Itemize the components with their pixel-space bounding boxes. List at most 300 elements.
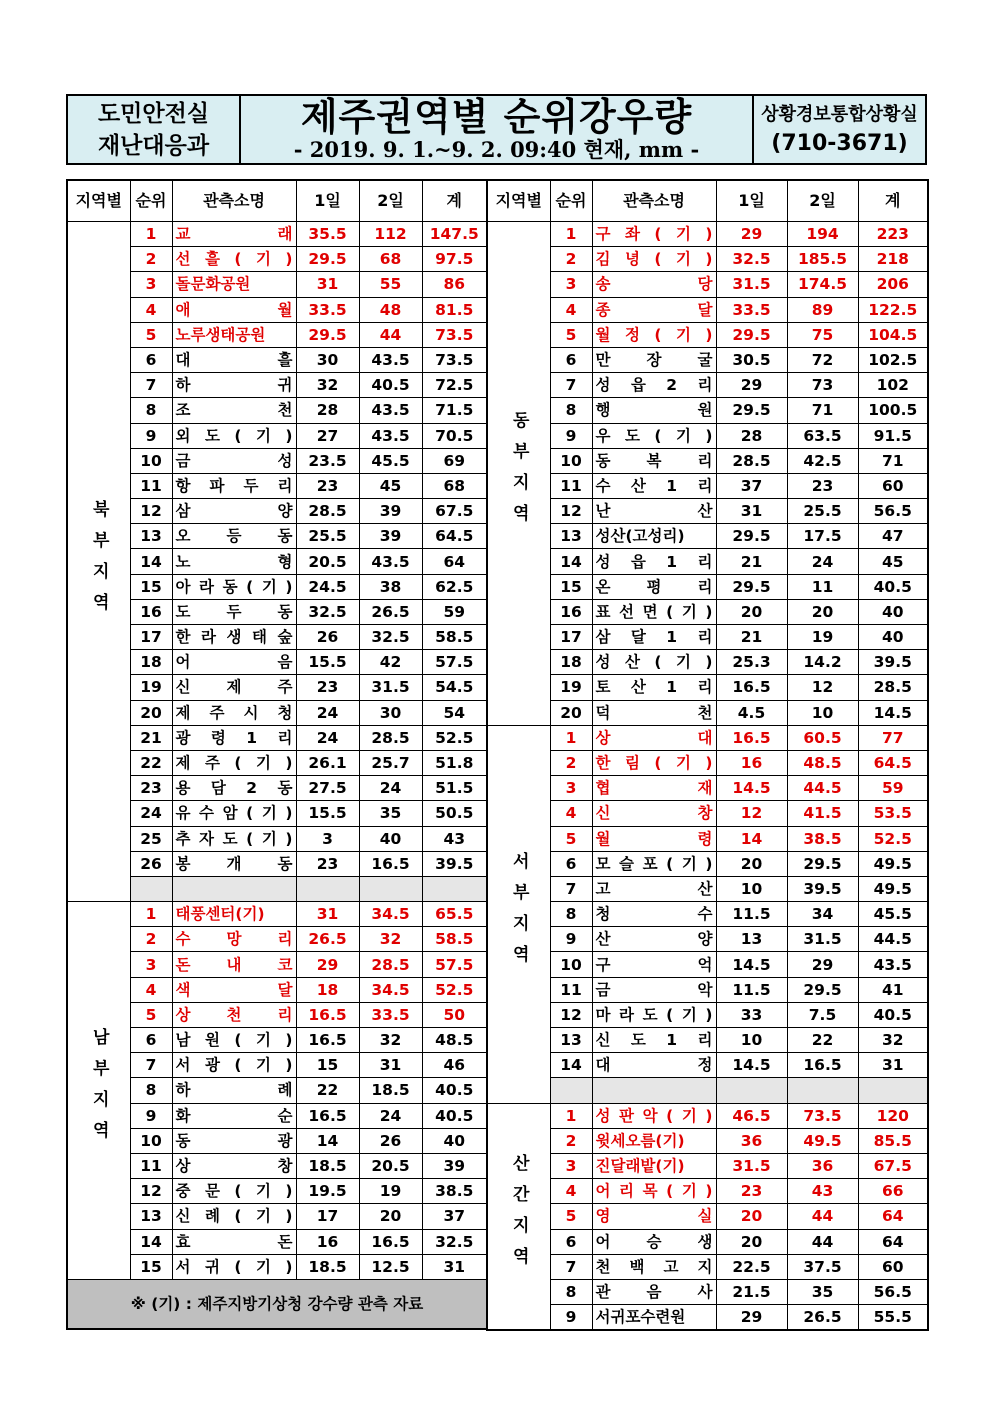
station-name: 청 수	[592, 902, 716, 927]
total-value: 120	[858, 1103, 928, 1128]
table-row	[487, 347, 928, 372]
total-value: 54.5	[422, 675, 487, 700]
rank-cell: 17	[550, 625, 592, 650]
office-phone: (710-3671)	[771, 130, 908, 156]
region-label: 산간지역	[487, 1103, 550, 1330]
table-row	[487, 625, 928, 650]
table-row	[67, 725, 487, 750]
total-value: 68	[422, 473, 487, 498]
day2-value: 32.5	[359, 625, 422, 650]
day2-value: 43.5	[359, 549, 422, 574]
rank-cell: 14	[550, 549, 592, 574]
station-name: 돈 내 코	[172, 952, 296, 977]
table-row	[67, 347, 487, 372]
day2-value: 12.5	[359, 1254, 422, 1279]
day2-value: 10	[787, 700, 858, 725]
total-value: 65.5	[422, 902, 487, 927]
table-row	[67, 322, 487, 347]
column-header: 지역별	[67, 180, 130, 222]
day1-value: 24	[296, 725, 359, 750]
station-name: 김 녕 ( 기 )	[592, 247, 716, 272]
day1-value: 29	[716, 1305, 787, 1331]
table-row	[67, 423, 487, 448]
day2-value	[359, 876, 422, 901]
station-name: 협 재	[592, 776, 716, 801]
table-row	[487, 423, 928, 448]
day1-value: 23	[296, 851, 359, 876]
day1-value: 18.5	[296, 1153, 359, 1178]
total-value: 32	[858, 1028, 928, 1053]
day1-value: 26.1	[296, 750, 359, 775]
day1-value: 21	[716, 549, 787, 574]
day1-value: 16	[716, 750, 787, 775]
table-row	[487, 776, 928, 801]
day2-value: 25.5	[787, 499, 858, 524]
rank-cell: 8	[130, 1078, 172, 1103]
day2-value: 40	[359, 826, 422, 851]
column-header: 관측소명	[592, 180, 716, 222]
day2-value: 42	[359, 650, 422, 675]
day2-value: 29.5	[787, 977, 858, 1002]
day2-value: 38	[359, 574, 422, 599]
page-subtitle: - 2019. 9. 1.~9. 2. 09:40 현재, mm -	[293, 137, 700, 162]
day1-value: 18	[296, 977, 359, 1002]
region-label: 북부지역	[67, 222, 130, 902]
total-value: 54	[422, 700, 487, 725]
table-row	[67, 1254, 487, 1279]
total-value: 55.5	[858, 1305, 928, 1331]
total-value: 81.5	[422, 297, 487, 322]
day1-value: 35.5	[296, 222, 359, 247]
day1-value: 28	[716, 423, 787, 448]
station-name: 제 주 ( 기 )	[172, 750, 296, 775]
rank-cell: 9	[550, 423, 592, 448]
table-row	[487, 927, 928, 952]
station-name: 효 돈	[172, 1229, 296, 1254]
table-row	[67, 524, 487, 549]
rank-cell: 11	[130, 473, 172, 498]
station-name: 성 읍 1 리	[592, 549, 716, 574]
day1-value: 28.5	[296, 499, 359, 524]
table-row	[487, 977, 928, 1002]
rank-cell	[550, 1078, 592, 1103]
day2-value: 73.5	[787, 1103, 858, 1128]
day2-value: 32	[359, 927, 422, 952]
total-value: 41	[858, 977, 928, 1002]
day2-value: 185.5	[787, 247, 858, 272]
total-value: 39.5	[422, 851, 487, 876]
total-value: 52.5	[422, 977, 487, 1002]
table-row	[487, 1279, 928, 1304]
station-name: 만 장 굴	[592, 347, 716, 372]
total-value: 102.5	[858, 347, 928, 372]
day1-value: 16	[296, 1229, 359, 1254]
total-value: 40	[858, 625, 928, 650]
total-value: 43	[422, 826, 487, 851]
day1-value: 37	[716, 473, 787, 498]
rank-cell: 9	[550, 927, 592, 952]
rank-cell: 2	[550, 247, 592, 272]
day1-value: 31	[296, 272, 359, 297]
total-value: 206	[858, 272, 928, 297]
total-value: 66	[858, 1179, 928, 1204]
station-name: 서 광 ( 기 )	[172, 1053, 296, 1078]
department-block	[68, 96, 241, 163]
column-header: 순위	[130, 180, 172, 222]
station-name: 고 산	[592, 876, 716, 901]
day1-value: 33.5	[296, 297, 359, 322]
rank-cell: 19	[550, 675, 592, 700]
station-name: 광 령 1 리	[172, 725, 296, 750]
day1-value: 20	[716, 599, 787, 624]
day2-value: 71	[787, 398, 858, 423]
day2-value: 34.5	[359, 977, 422, 1002]
day1-value: 10	[716, 1028, 787, 1053]
station-name: 노 형	[172, 549, 296, 574]
day2-value: 55	[359, 272, 422, 297]
table-row	[487, 1179, 928, 1204]
table-row	[487, 1128, 928, 1153]
total-value: 73.5	[422, 322, 487, 347]
total-value: 45	[858, 549, 928, 574]
day2-value: 43	[787, 1179, 858, 1204]
day1-value: 14	[296, 1128, 359, 1153]
total-value: 58.5	[422, 927, 487, 952]
station-name: 돌문화공원	[172, 272, 296, 297]
day2-value: 24	[359, 1103, 422, 1128]
day2-value: 26.5	[359, 599, 422, 624]
total-value: 46	[422, 1053, 487, 1078]
rank-cell: 7	[550, 876, 592, 901]
rank-cell: 11	[550, 473, 592, 498]
day1-value: 22.5	[716, 1254, 787, 1279]
rank-cell: 8	[550, 1279, 592, 1304]
table-row	[67, 222, 487, 247]
day2-value: 44	[359, 322, 422, 347]
rank-cell: 17	[130, 625, 172, 650]
station-name: 우 도 ( 기 )	[592, 423, 716, 448]
station-name: 외 도 ( 기 )	[172, 423, 296, 448]
rank-cell: 3	[130, 952, 172, 977]
total-value: 40.5	[422, 1103, 487, 1128]
day2-value: 24	[359, 776, 422, 801]
office-name: 상황경보통합상황실	[761, 103, 918, 125]
total-value	[422, 876, 487, 901]
table-row	[67, 902, 487, 927]
day2-value: 20	[787, 599, 858, 624]
station-name: 토 산 1 리	[592, 675, 716, 700]
rank-cell: 21	[130, 725, 172, 750]
total-value: 40.5	[858, 574, 928, 599]
day1-value: 12	[716, 801, 787, 826]
rank-cell: 15	[550, 574, 592, 599]
table-row	[67, 927, 487, 952]
day1-value: 33.5	[716, 297, 787, 322]
day1-value: 23	[296, 675, 359, 700]
table-row	[487, 398, 928, 423]
day1-value: 20	[716, 1229, 787, 1254]
rank-cell: 9	[130, 423, 172, 448]
station-name: 남 원 ( 기 )	[172, 1028, 296, 1053]
day1-value: 31.5	[716, 1153, 787, 1178]
table-row	[487, 373, 928, 398]
day2-value: 19	[359, 1179, 422, 1204]
day1-value: 10	[716, 876, 787, 901]
title-block	[241, 96, 754, 163]
table-row	[67, 826, 487, 851]
station-name: 천 백 고 지	[592, 1254, 716, 1279]
rank-cell: 4	[550, 297, 592, 322]
rank-cell: 5	[130, 322, 172, 347]
station-name: 노루생태공원	[172, 322, 296, 347]
station-name: 성 산 ( 기 )	[592, 650, 716, 675]
day1-value: 32.5	[716, 247, 787, 272]
day1-value: 21.5	[716, 1279, 787, 1304]
table-row	[487, 499, 928, 524]
department-line2: 재난대응과	[97, 132, 210, 159]
table-row	[67, 650, 487, 675]
table-row	[487, 1305, 928, 1331]
rank-cell: 12	[130, 1179, 172, 1204]
day2-value	[787, 1078, 858, 1103]
day2-value: 194	[787, 222, 858, 247]
total-value: 223	[858, 222, 928, 247]
day2-value: 11	[787, 574, 858, 599]
station-name: 상 창	[172, 1153, 296, 1178]
rank-cell: 19	[130, 675, 172, 700]
rank-cell: 12	[130, 499, 172, 524]
day2-value: 34.5	[359, 902, 422, 927]
day2-value: 14.2	[787, 650, 858, 675]
rank-cell: 4	[130, 297, 172, 322]
table-row	[67, 247, 487, 272]
station-name: 행 원	[592, 398, 716, 423]
rank-cell: 16	[130, 599, 172, 624]
day1-value	[716, 1078, 787, 1103]
day1-value: 28.5	[716, 448, 787, 473]
table-row	[487, 1028, 928, 1053]
day1-value: 19.5	[296, 1179, 359, 1204]
day1-value: 23	[716, 1179, 787, 1204]
table-row	[67, 1128, 487, 1153]
day1-value: 32.5	[296, 599, 359, 624]
day1-value: 11.5	[716, 977, 787, 1002]
column-header: 순위	[550, 180, 592, 222]
day1-value: 23	[296, 473, 359, 498]
total-value: 40	[858, 599, 928, 624]
total-value: 57.5	[422, 650, 487, 675]
day1-value: 24.5	[296, 574, 359, 599]
rank-cell: 4	[550, 801, 592, 826]
day1-value: 14.5	[716, 776, 787, 801]
total-value: 67.5	[422, 499, 487, 524]
station-name: 도 두 동	[172, 599, 296, 624]
day1-value: 20.5	[296, 549, 359, 574]
table-row	[487, 700, 928, 725]
table-row	[487, 851, 928, 876]
total-value: 40.5	[858, 1002, 928, 1027]
station-name: 구 억	[592, 952, 716, 977]
total-value: 31	[422, 1254, 487, 1279]
day1-value: 21	[716, 625, 787, 650]
table-row	[487, 1254, 928, 1279]
day1-value: 29.5	[296, 247, 359, 272]
day1-value: 24	[296, 700, 359, 725]
total-value: 73.5	[422, 347, 487, 372]
rank-cell: 20	[550, 700, 592, 725]
total-value: 60	[858, 1254, 928, 1279]
rank-cell: 1	[550, 1103, 592, 1128]
station-name: 수 망 리	[172, 927, 296, 952]
total-value: 60	[858, 473, 928, 498]
table-row	[67, 625, 487, 650]
station-name: 성 읍 2 리	[592, 373, 716, 398]
total-value: 52.5	[422, 725, 487, 750]
day2-value: 20.5	[359, 1153, 422, 1178]
day2-value: 36	[787, 1153, 858, 1178]
total-value	[858, 1078, 928, 1103]
total-value: 50.5	[422, 801, 487, 826]
day1-value: 31	[716, 499, 787, 524]
day2-value: 44.5	[787, 776, 858, 801]
day1-value: 26.5	[296, 927, 359, 952]
station-name: 서 귀 ( 기 )	[172, 1254, 296, 1279]
day1-value: 20	[716, 851, 787, 876]
rank-cell: 26	[130, 851, 172, 876]
table-row	[487, 675, 928, 700]
day1-value: 13	[716, 927, 787, 952]
total-value: 57.5	[422, 952, 487, 977]
station-name: 온 평 리	[592, 574, 716, 599]
day2-value: 31.5	[359, 675, 422, 700]
department-line1: 도민안전실	[97, 100, 210, 127]
day2-value: 18.5	[359, 1078, 422, 1103]
total-value: 49.5	[858, 851, 928, 876]
day1-value: 23.5	[296, 448, 359, 473]
station-name: 모 슬 포 ( 기 )	[592, 851, 716, 876]
contact-block	[754, 96, 925, 163]
day1-value: 31	[296, 902, 359, 927]
day2-value: 31	[359, 1053, 422, 1078]
station-name: 금 악	[592, 977, 716, 1002]
day2-value: 49.5	[787, 1128, 858, 1153]
left-rainfall-table	[66, 179, 488, 1330]
table-row	[67, 1053, 487, 1078]
total-value: 51.5	[422, 776, 487, 801]
total-value: 49.5	[858, 876, 928, 901]
day2-value: 20	[359, 1204, 422, 1229]
day2-value: 16.5	[787, 1053, 858, 1078]
day2-value: 60.5	[787, 725, 858, 750]
total-value: 86	[422, 272, 487, 297]
station-name: 대 정	[592, 1053, 716, 1078]
station-name: 한 라 생 태 숲	[172, 625, 296, 650]
day2-value: 45.5	[359, 448, 422, 473]
column-header: 계	[422, 180, 487, 222]
station-name: 수 산 1 리	[592, 473, 716, 498]
station-name: 항 파 두 리	[172, 473, 296, 498]
day2-value: 24	[787, 549, 858, 574]
header-box	[66, 94, 927, 165]
table-row	[67, 297, 487, 322]
day2-value: 28.5	[359, 725, 422, 750]
total-value: 70.5	[422, 423, 487, 448]
column-header: 계	[858, 180, 928, 222]
rank-cell: 3	[130, 272, 172, 297]
column-header: 2일	[359, 180, 422, 222]
total-value: 71.5	[422, 398, 487, 423]
total-value: 37	[422, 1204, 487, 1229]
station-name: 아 라 동 ( 기 )	[172, 574, 296, 599]
rank-cell: 10	[130, 448, 172, 473]
table-row	[67, 1028, 487, 1053]
total-value: 69	[422, 448, 487, 473]
column-header: 1일	[716, 180, 787, 222]
station-name: 동 광	[172, 1128, 296, 1153]
day2-value: 75	[787, 322, 858, 347]
table-row	[67, 473, 487, 498]
day2-value: 31.5	[787, 927, 858, 952]
day2-value: 16.5	[359, 1229, 422, 1254]
day2-value: 63.5	[787, 423, 858, 448]
station-name: 난 산	[592, 499, 716, 524]
day2-value: 35	[787, 1279, 858, 1304]
table-row	[67, 750, 487, 775]
table-row	[67, 1103, 487, 1128]
rank-cell: 5	[550, 1204, 592, 1229]
total-value: 52.5	[858, 826, 928, 851]
day2-value: 33.5	[359, 1002, 422, 1027]
day1-value: 4.5	[716, 700, 787, 725]
table-row	[487, 1204, 928, 1229]
table-row	[67, 599, 487, 624]
day2-value: 40.5	[359, 373, 422, 398]
total-value: 102	[858, 373, 928, 398]
rank-cell: 3	[550, 1153, 592, 1178]
rank-cell: 7	[550, 1254, 592, 1279]
rank-cell: 2	[130, 247, 172, 272]
day1-value: 16.5	[296, 1103, 359, 1128]
page-title: 제주권역별 순위강우량	[300, 95, 693, 139]
table-row	[67, 272, 487, 297]
rank-cell: 3	[550, 776, 592, 801]
rank-cell: 14	[130, 1229, 172, 1254]
rank-cell: 3	[550, 272, 592, 297]
table-row	[487, 574, 928, 599]
rank-cell: 1	[550, 725, 592, 750]
table-row	[487, 1229, 928, 1254]
table-row	[67, 448, 487, 473]
station-name: 신 례 ( 기 )	[172, 1204, 296, 1229]
day1-value: 29	[716, 222, 787, 247]
column-header: 지역별	[487, 180, 550, 222]
station-name: 송 당	[592, 272, 716, 297]
day2-value: 34	[787, 902, 858, 927]
day2-value: 16.5	[359, 851, 422, 876]
day2-value: 89	[787, 297, 858, 322]
total-value: 64.5	[858, 750, 928, 775]
station-name: 오 등 동	[172, 524, 296, 549]
day2-value: 44	[787, 1229, 858, 1254]
day2-value: 26	[359, 1128, 422, 1153]
rank-cell: 23	[130, 776, 172, 801]
table-row	[67, 1002, 487, 1027]
table-row	[67, 1153, 487, 1178]
rank-cell: 10	[550, 448, 592, 473]
total-value: 104.5	[858, 322, 928, 347]
total-value: 97.5	[422, 247, 487, 272]
rank-cell: 22	[130, 750, 172, 775]
